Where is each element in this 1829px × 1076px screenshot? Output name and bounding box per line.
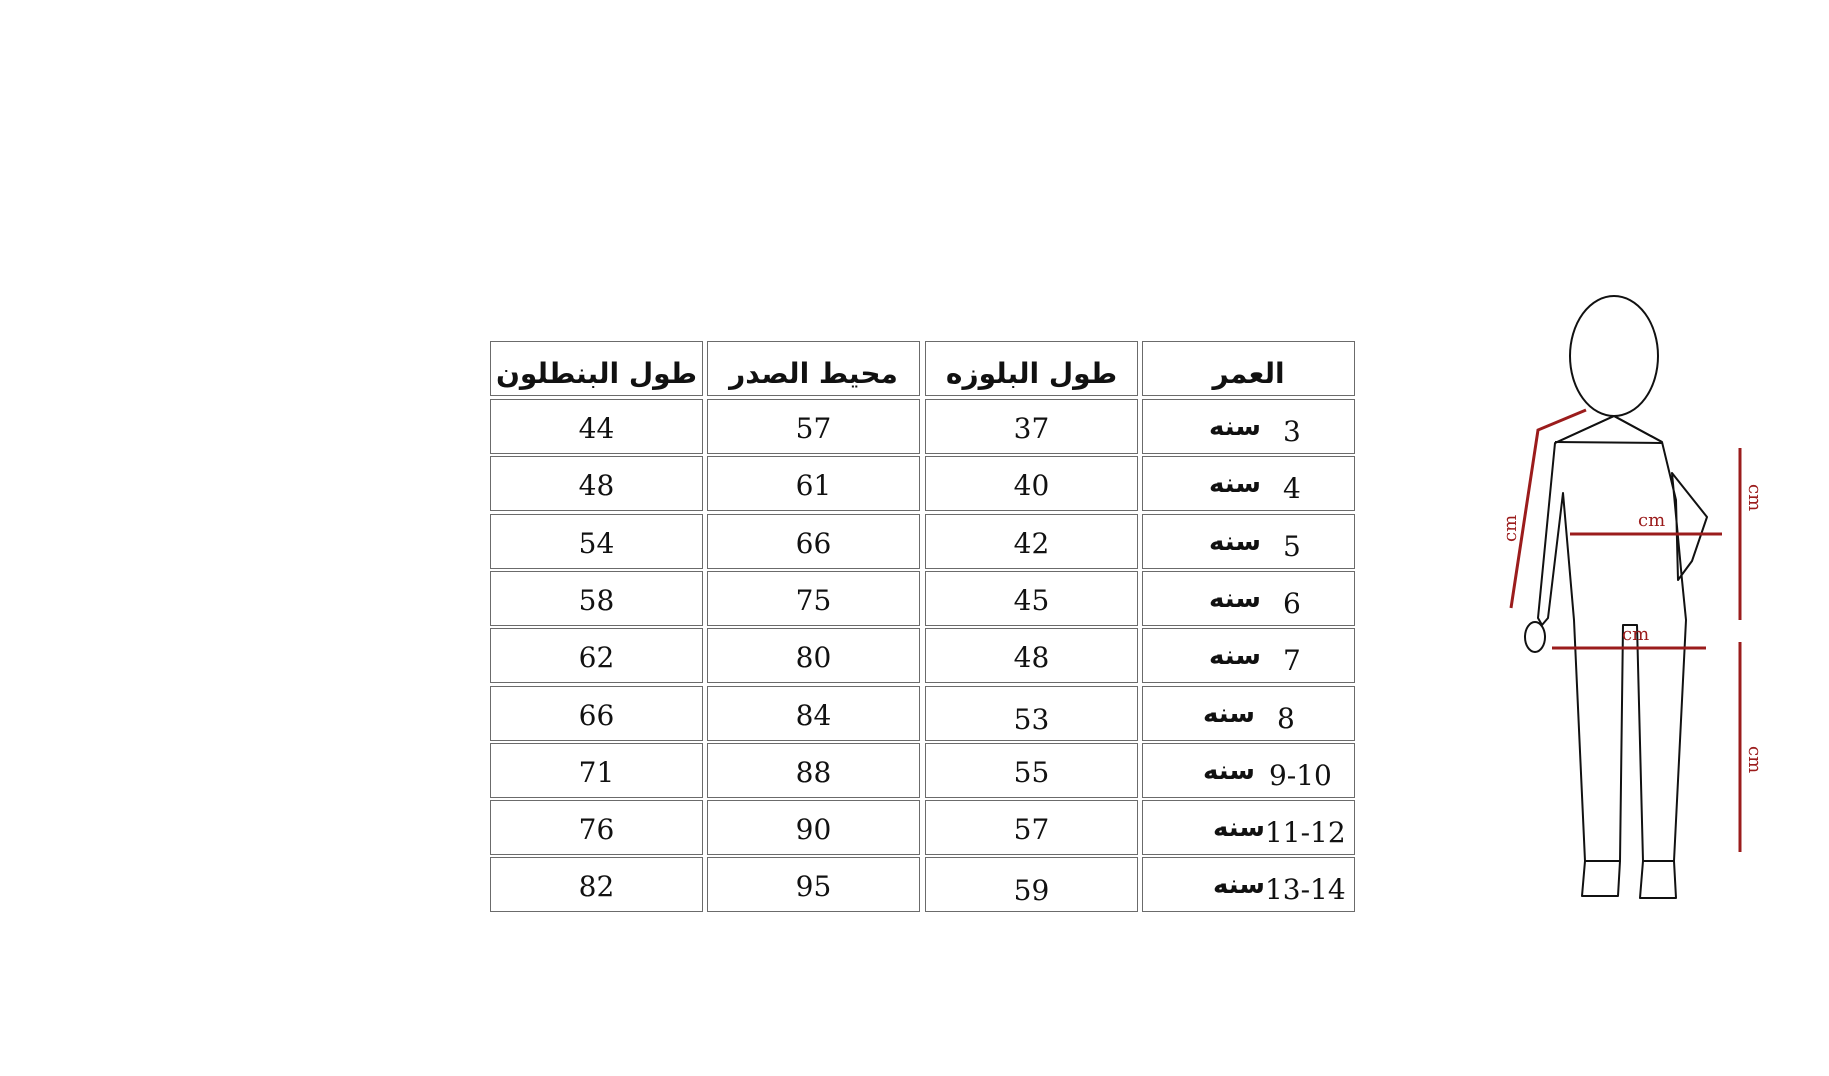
- hip-unit-label: cm: [1622, 624, 1650, 645]
- pants-length-cell: 62: [490, 628, 703, 683]
- chest-cell: 95: [707, 857, 920, 912]
- blouse-length-cell: 40: [925, 456, 1138, 511]
- blouse-length-cell: 59: [925, 857, 1138, 912]
- header-blouse-length: طول البلوزه: [925, 341, 1138, 396]
- age-unit: سنه: [1209, 468, 1261, 499]
- age-value: 8: [1276, 702, 1295, 735]
- age-value: 6: [1282, 587, 1301, 620]
- pants-length-cell: 66: [490, 686, 703, 741]
- age-cell: [1142, 800, 1355, 855]
- age-unit: سنه: [1209, 583, 1261, 614]
- age-value: 11-12: [1264, 816, 1346, 849]
- blouse-length-cell: 48: [925, 628, 1138, 683]
- age-cell: [1142, 399, 1355, 454]
- age-value: 3: [1282, 415, 1301, 448]
- age-unit: سنه: [1209, 526, 1261, 557]
- header-chest: محيط الصدر: [707, 341, 920, 396]
- pants-length-cell: 54: [490, 514, 703, 569]
- age-value: 4: [1282, 472, 1301, 505]
- figure-hand: [1525, 622, 1545, 652]
- figure-head: [1570, 296, 1658, 416]
- age-value: 7: [1282, 644, 1301, 677]
- age-value: 9-10: [1268, 759, 1332, 792]
- pants-length-cell: 44: [490, 399, 703, 454]
- age-value: 5: [1282, 530, 1301, 563]
- chest-cell: 80: [707, 628, 920, 683]
- age-unit: سنه: [1209, 411, 1261, 442]
- chest-cell: 66: [707, 514, 920, 569]
- header-pants-length: طول البنطلون: [490, 341, 703, 396]
- age-unit: سنه: [1203, 698, 1255, 729]
- chest-cell: 90: [707, 800, 920, 855]
- blouse-unit-label: cm: [1744, 484, 1765, 512]
- pants-length-cell: 71: [490, 743, 703, 798]
- age-unit: سنه: [1213, 812, 1265, 843]
- age-cell: [1142, 686, 1355, 741]
- blouse-length-cell: 53: [925, 686, 1138, 741]
- chest-cell: 61: [707, 456, 920, 511]
- chest-cell: 57: [707, 399, 920, 454]
- pants-length-cell: 48: [490, 456, 703, 511]
- age-cell: [1142, 857, 1355, 912]
- figure-shoulder-line: [1555, 442, 1662, 443]
- sleeve-unit-label: cm: [1500, 514, 1521, 542]
- age-cell: [1142, 571, 1355, 626]
- age-cell: [1142, 743, 1355, 798]
- pants-length-cell: 76: [490, 800, 703, 855]
- pants-length-cell: 82: [490, 857, 703, 912]
- age-unit: سنه: [1213, 869, 1265, 900]
- figure-left-shoe: [1640, 861, 1676, 898]
- pants-length-cell: 58: [490, 571, 703, 626]
- age-cell: [1142, 514, 1355, 569]
- pants-unit-label: cm: [1744, 746, 1765, 774]
- measurement-figure: [1490, 280, 1765, 920]
- blouse-length-cell: 42: [925, 514, 1138, 569]
- age-cell: [1142, 628, 1355, 683]
- chest-unit-label: cm: [1638, 510, 1666, 531]
- age-unit: سنه: [1209, 640, 1261, 671]
- chest-cell: 88: [707, 743, 920, 798]
- figure-right-shoe: [1582, 861, 1620, 896]
- blouse-length-cell: 55: [925, 743, 1138, 798]
- age-unit: سنه: [1203, 755, 1255, 786]
- header-age: العمر: [1142, 341, 1355, 396]
- age-cell: [1142, 456, 1355, 511]
- age-value: 13-14: [1264, 873, 1346, 906]
- blouse-length-cell: 45: [925, 571, 1138, 626]
- chest-cell: 84: [707, 686, 920, 741]
- blouse-length-cell: 57: [925, 800, 1138, 855]
- blouse-length-cell: 37: [925, 399, 1138, 454]
- chest-cell: 75: [707, 571, 920, 626]
- figure-neckline: [1555, 416, 1662, 443]
